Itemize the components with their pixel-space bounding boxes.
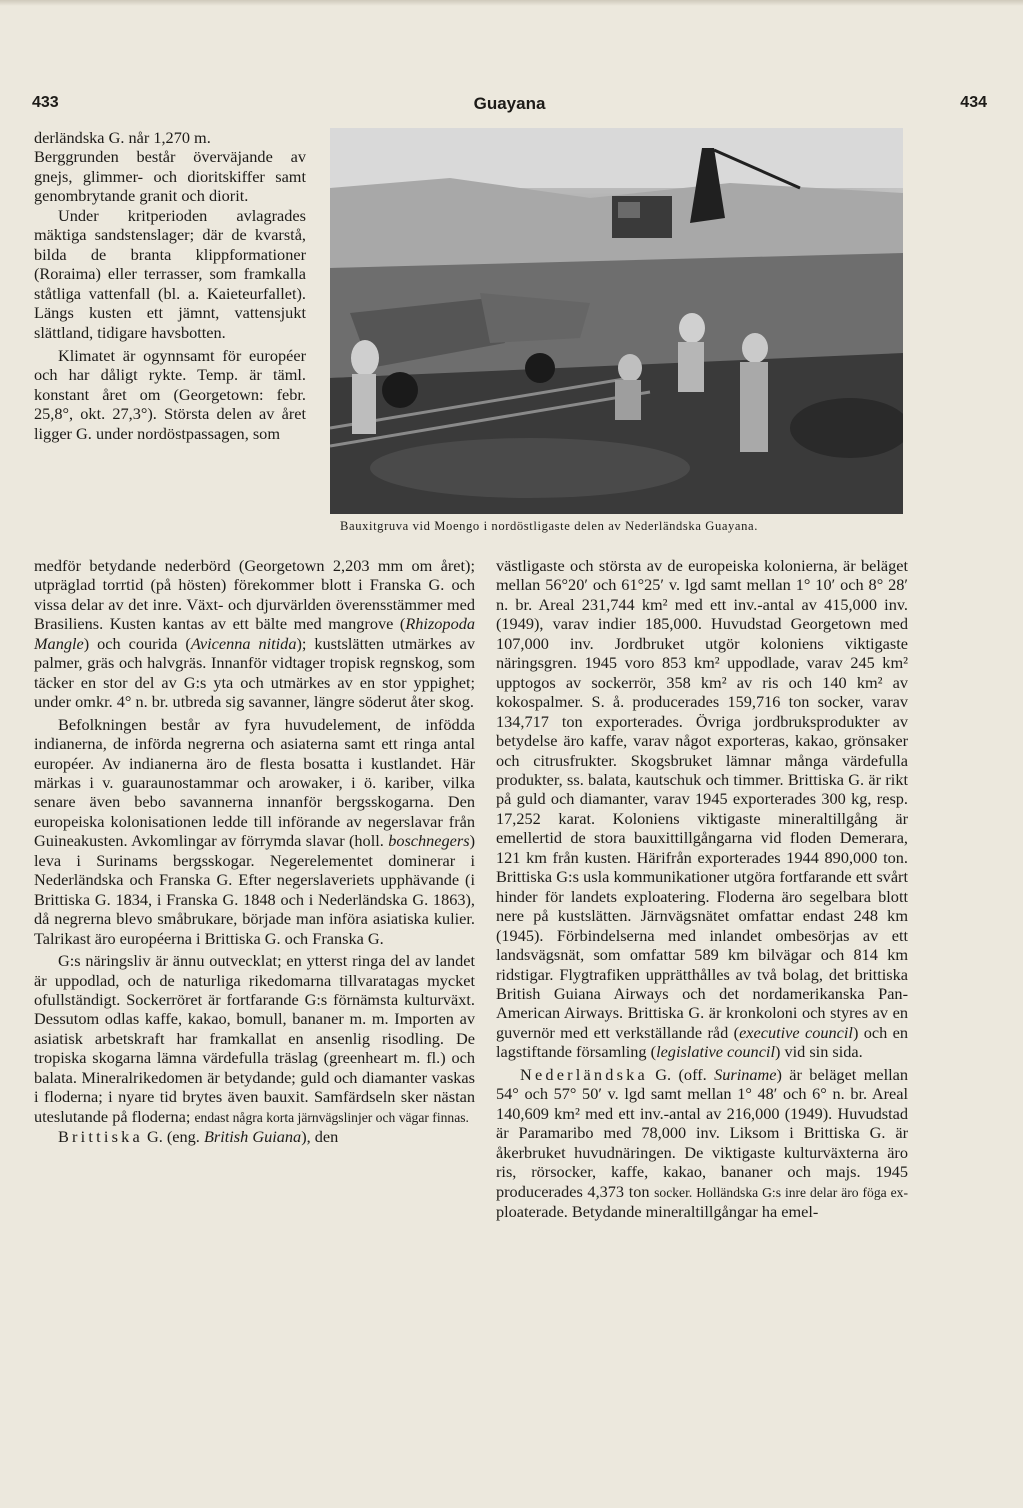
bauxite-mine-photo [330,128,903,514]
photo-caption: Bauxitgruva vid Moengo i nordöstligaste delen av Nederländska Guayana. [340,519,758,533]
paragraph: derländska G. når 1,270 m. [34,128,211,147]
paragraph: G:s näringsliv är ännu outvecklat; en ytterst ringa del av landet är uppodlad, och de naturliga rikedomarna tillvaratagas mycket ofullständigt. Sockerröret är fortfarande G:s förnämsta kulturväxt. Dessutom odlas kaffe, kakao, bomull, bananer m. m. Importen av asiatisk arbetskraft har framkallat en ansenlig risodling. De tropiska skogarna lämna värdefulla träslag (greenheart m. fl.) och balata. Mineralrikedomen är betydande; guld och diamanter vaskas i floderna; i nyare tid brytes även bauxit. Samfärdseln sker nästan uteslutande på floderna; endast några korta järnvägslinjer och vägar finnas. [34,951,475,1126]
running-header [32,94,987,118]
page-number-left: 433 [32,94,59,111]
paragraph: Nederländska G. (off. Suriname) är beläget mellan 54° och 57° 50′ v. lgd samt mellan 1° 48′ och 6° n. br. Areal 140,609 km² med ett inv.-antal av 216,000 (1949). Huvudstad är Paramaribo med 78,000 inv. Liksom i Brittiska G. är åkerbruket huvudnäringen. De viktigaste kulturväxterna äro ris, rörsocker, kaffe, kakao, bananer och majs. 1945 producerades 4,373 ton socker. Holländska G:s inre delar äro föga ex- ploaterade. Betydande mineraltillgångar ha emel- [496,1064,908,1221]
mine-scene-illustration [330,128,903,514]
page-number-right: 434 [960,94,987,111]
paragraph: Berggrunden består överväjande av gnejs, glimmer- och dioritskiffer samt genombrytande granit och diorit. [34,147,306,206]
left-narrow-column [34,128,306,443]
paragraph: västligaste och största av de europeiska kolonierna, är beläget mellan 56°20′ och 61°25′ v. lgd samt mellan 1° 10′ och 8° 28′ n. br. Areal 231,744 km² med ett inv.-antal av 415,000 inv. (1949), varav indier 185,000. Huvudstad Georgetown med 107,000 inv. Jordbruket utgör koloniens viktigaste näringsgren. 1945 voro 853 km² uppodlade, varav 245 km² upptogos av sockerrör, 358 km² av ris och 140 km² av kokospalmer. S. å. producerades 159,716 ton socker, varav 134,717 ton exporterades. Övriga jordbruksprodukter av betydelse äro kaffe, varav något exporteras, kakao, grönsaker och citrusfrukter. Skogsbruket lämnar många värdefulla produkter, ss. balata, kautschuk och timmer. Brittiska G. är rikt på guld och diamanter, varav 1945 exporterades 300 kg, resp. 17,252 karat. Koloniens viktigaste mineraltillgång är emellertid de stora bauxittillgångarna vid floden Demerara, 121 km från kusten. Härifrån exporterades 1944 890,000 ton. Brittiska G:s usla kommunikationer utgöra fortfarande ett svårt hinder för landets exploatering. Floderna äro segelbara blott nere på kustslätten. Järnvägsnätet omfattar endast 248 km (1945). Förbindelserna med inlandet ombesörjas av ett landsvägsnät, som omfattar 589 km bilvägar och 814 km ridstigar. Flygtrafiken upprätthålles av två bolag, det brittiska British Guiana Airways och det nordamerikanska Pan-American Airways. Brittiska G. är kronkoloni och styres av en guvernör med ett verkställande råd (executive council) och en lagstiftande församling (legislative council) vid sin sida. [496,556,909,1062]
left-column [34,556,475,1147]
paragraph: medför betydande nederbörd (Georgetown 2,203 mm om året); utpräglad torrtid (på hösten) förekommer blott i Franska G. och vissa delar av det inre. Växt- och djurvärlden överensstämmer med Brasiliens. Kusten kantas av ett bälte med mangrove (Rhizopoda Mangle) och courida (Avicenna nitida); kustslätten utmärkes av palmer, gräs och halvgräs. Innanför vidtager tropisk regnskog, som täcker en stor del av G:s yta och utmärkes av en stor yppighet; under omkr. 4° n. br. utbreda sig savanner, längre söderut åter skog. [34,556,476,712]
paragraph: Befolkningen består av fyra huvudelement, de infödda indianerna, de införda negrerna och asiaterna samt ett ringa antal européer. Av indianerna äro de flesta bosatta i kustlandet. Här märkas i v. guaraunostammar och arowaker, i ö. kariber, vilka senare även bebo savannerna innanför bergsskogarna. Den europeiska kolonisationen ledde till införande av negerslavar från Guineakusten. Avkomlingar av förrymda slavar (holl. boschnegers) leva i Surinams bergsskogar. Negerelementet dominerar i Nederländska och Franska G. Efter negerslaveriets upphävande (i Brittiska G. 1834, i Franska G. 1848 och i Nederländska G. 1863), då negrerna blevo småbrukare, började man införa asiatiska kulier. Talrikast äro européerna i Brittiska G. och Franska G. [34,714,475,948]
paragraph: Brittiska G. (eng. British Guiana), den [58,1127,339,1147]
page-edge [0,0,1023,6]
running-title: Guayana [473,94,546,113]
right-column [496,556,908,1221]
paragraph: Klimatet är ogynnsamt för européer och har dåligt rykte. Temp. är täml. konstant året om (Georgetown: febr. 25,8°, okt. 27,3°). Största delen av året ligger G. under nordöstpassagen, som [34,345,306,443]
paragraph: Under kritperioden avlagrades mäktiga sandstenslager; där de kvarstå, bilda de branta klippformationer (Roraima) eller terrasser, som framkalla ståtliga vattenfall (bl. a. Kaieteurfallet). Längs kusten ett jämnt, vattensjukt slättland, tidigare havsbotten. [34,205,306,342]
